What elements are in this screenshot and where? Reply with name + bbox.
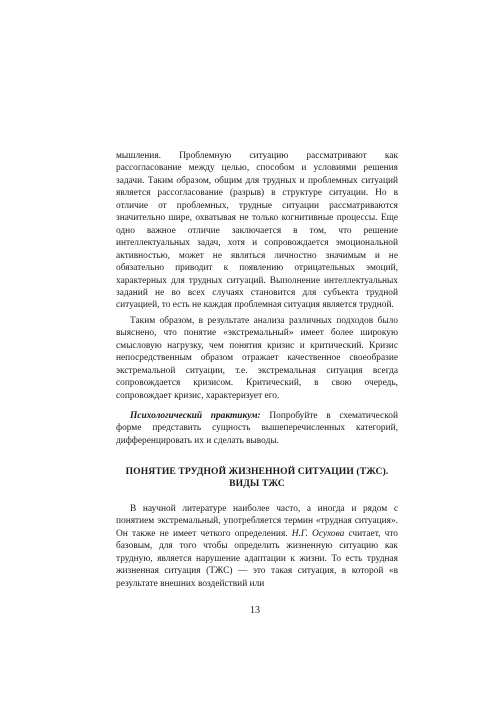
section-heading-line-1: ПОНЯТИЕ ТРУДНОЙ ЖИЗНЕННОЙ СИТУАЦИИ (ТЖС). [125, 466, 389, 477]
body-paragraph-3 [116, 503, 398, 590]
body-paragraph-2: Таким образом, в результате анализа различных подходов было выяснено, что понятие «экстремальный» имеет более широкую смысловую нагрузку, чем понятия кризис и критический. Кризис непосредственным образом отражает качественное своеобразие экстремальной ситуации, т.е. экстремальная ситуация всегда сопровождается кризисом. Критический, в свою очередь, сопровождает кризис, характеризует его. [116, 316, 398, 401]
paragraph-3-part-1: В научной литературе наиболее часто, а иногда и рядом с понятием экстремальный, употребляется термин «трудная ситуация». Он также не имеет четкого определения. [116, 504, 398, 539]
section-heading [116, 466, 398, 491]
author-name: Н.Г. Осухова [291, 528, 345, 539]
practicum-label: Психологический практикум: [130, 411, 261, 421]
section-heading-line-2: ВИДЫ ТЖС [229, 478, 285, 490]
page-number: 13 [250, 605, 260, 616]
paragraph-3-part-2: считает, что базовым, для того чтобы определить жизненную ситуацию как трудную, является нарушение адаптации к жизни. То есть трудная жизненная ситуация (ТЖС) — это такая ситуация, в которой «в результате внешних воздействий или [116, 528, 398, 589]
practicum-text: Попробуйте в схематической форме представить сущность вышеперечисленных категорий, дифференцировать их и сделать выводы. [116, 411, 398, 446]
body-paragraph-1: мышления. Проблемную ситуацию рассматривают как рассогласование между целью, способом и условиями решения задачи. Таким образом, общим для трудных и проблемных ситуаций является рассогласование (разрыв) в структуре ситуации. Но в отличие от проблемных, трудные ситуации рассматриваются значительно шире, охватывая не только когнитивные процессы. Еще одно важное отличие заключается в том, что решение интеллектуальных задач, хотя и сопровождается эмоциональной активностью, может не являться личностно значимым и не обязательно приводит к появлению отрицательных эмоций, характерных для трудных ситуаций. Выполнение интеллектуальных заданий не во всех случаях становится для субъекта трудной ситуацией, то есть не каждая проблемная ситуация является трудной. [116, 151, 398, 311]
practicum-note [116, 410, 398, 447]
